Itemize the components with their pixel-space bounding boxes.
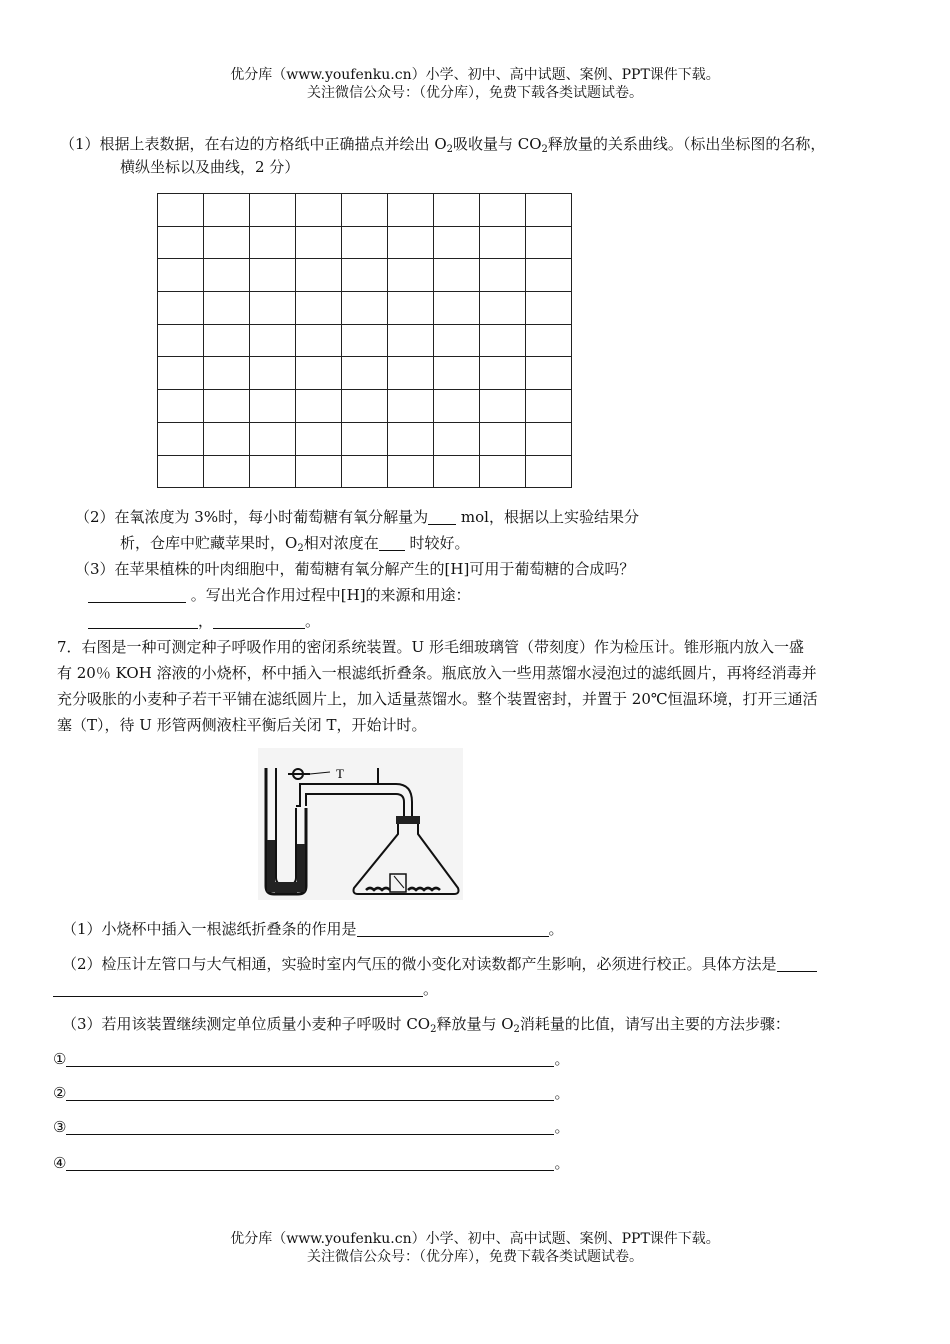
q7-sub2-text: （2）检压计左管口与大气相通，实验时室内气压的微小变化对读数都产生影响，必须进行校正。具体方法是 xyxy=(62,955,777,973)
grid-cell xyxy=(204,390,250,423)
grid-cell xyxy=(388,390,434,423)
grid-cell xyxy=(296,357,342,390)
period: 。 xyxy=(554,1084,570,1102)
grid-cell xyxy=(250,259,296,292)
grid-cell xyxy=(296,292,342,325)
grid-cell xyxy=(296,455,342,488)
grid-cell xyxy=(480,259,526,292)
q7-sub1-text: （1）小烧杯中插入一根滤纸折叠条的作用是 xyxy=(62,920,357,938)
comma: ， xyxy=(198,612,214,630)
grid-cell xyxy=(342,357,388,390)
grid-cell xyxy=(434,390,480,423)
grid-cell xyxy=(158,422,204,455)
period: 。 xyxy=(554,1154,570,1172)
step-marker: ② xyxy=(53,1084,67,1102)
grid-cell xyxy=(342,259,388,292)
subscript: 2 xyxy=(541,144,548,155)
grid-cell xyxy=(434,292,480,325)
grid-cell xyxy=(250,292,296,325)
grid-cell xyxy=(296,324,342,357)
q6-part2-text-d: 相对浓度在 xyxy=(303,534,379,552)
step-line-2 xyxy=(53,1082,569,1104)
subscript: 2 xyxy=(446,144,453,155)
grid-cell xyxy=(434,357,480,390)
grid-cell xyxy=(434,194,480,227)
header-line-2: 关注微信公众号：（优分库），免费下载各类试题试卷。 xyxy=(307,85,643,101)
grid-cell xyxy=(204,259,250,292)
grid-cell xyxy=(480,226,526,259)
grid-cell xyxy=(526,357,572,390)
step-line-3 xyxy=(53,1116,569,1138)
grid-cell xyxy=(204,194,250,227)
answer-blank[interactable] xyxy=(66,1085,554,1101)
q6-part1-line2: 横纵坐标以及曲线，2 分） xyxy=(120,158,300,176)
grid-cell xyxy=(526,390,572,423)
period: 。 xyxy=(548,920,564,938)
q6-part1-text-b: 吸收量与 CO xyxy=(453,135,542,153)
q6-part1-text-a: （1）根据上表数据，在右边的方格纸中正确描点并绘出 O xyxy=(60,135,447,153)
q6-part3-text-b: 。写出光合作用过程中[H]的来源和用途： xyxy=(186,586,471,604)
grid-cell xyxy=(158,226,204,259)
grid-cell xyxy=(388,226,434,259)
grid-cell xyxy=(480,292,526,325)
q6-part3-line2 xyxy=(88,584,471,606)
step-marker: ④ xyxy=(53,1154,67,1172)
grid-cell xyxy=(526,292,572,325)
respiration-apparatus-figure xyxy=(258,748,463,900)
grid-cell xyxy=(342,324,388,357)
grid-cell xyxy=(388,259,434,292)
grid-cell xyxy=(388,324,434,357)
grid-cell xyxy=(526,194,572,227)
q6-part2-text-b: mol，根据以上实验结果分 xyxy=(456,508,639,526)
grid-cell xyxy=(158,324,204,357)
q7-stem-line4: 塞（T），待 U 形管两侧液柱平衡后关闭 T，开始计时。 xyxy=(57,716,427,734)
grid-cell xyxy=(158,455,204,488)
subscript: 2 xyxy=(513,1024,520,1035)
grid-cell xyxy=(480,455,526,488)
grid-cell xyxy=(342,390,388,423)
grid-cell xyxy=(296,259,342,292)
grid-cell xyxy=(342,422,388,455)
grid-cell xyxy=(526,259,572,292)
subscript: 2 xyxy=(297,543,304,554)
grid-cell xyxy=(250,357,296,390)
answer-blank[interactable] xyxy=(379,535,405,551)
q6-part2-text-c: 析，仓库中贮藏苹果时，O xyxy=(120,534,298,552)
flask-stopper xyxy=(396,816,420,824)
grid-cell xyxy=(342,455,388,488)
grid-cell xyxy=(158,194,204,227)
answer-blank[interactable] xyxy=(777,956,817,972)
grid-cell xyxy=(342,292,388,325)
grid-cell xyxy=(204,455,250,488)
q6-part2-line2 xyxy=(120,532,469,560)
grid-cell xyxy=(388,455,434,488)
answer-blank[interactable] xyxy=(66,1155,554,1171)
answer-blank[interactable] xyxy=(428,509,456,525)
q7-sub2-line1 xyxy=(62,953,817,975)
grid-cell xyxy=(480,422,526,455)
grid-cell xyxy=(388,422,434,455)
answer-blank[interactable] xyxy=(213,613,305,629)
grid-cell xyxy=(158,357,204,390)
grid-cell xyxy=(388,194,434,227)
grid-cell xyxy=(342,194,388,227)
grid-cell xyxy=(480,390,526,423)
grid-cell xyxy=(158,259,204,292)
q7-stem-line2: 有 20％ KOH 溶液的小烧杯，杯中插入一根滤纸折叠条。瓶底放入一些用蒸馏水浸泡过的滤纸圆片，再将经消毒并 xyxy=(57,664,817,682)
step-line-1 xyxy=(53,1048,569,1070)
footer-line-2: 关注微信公众号：（优分库），免费下载各类试题试卷。 xyxy=(307,1249,643,1265)
grid-cell xyxy=(296,194,342,227)
q6-part2-line1 xyxy=(75,506,639,528)
step-marker: ① xyxy=(53,1050,67,1068)
q7-stem-line3: 充分吸胀的小麦种子若干平铺在滤纸圆片上，加入适量蒸馏水。整个装置密封，并置于 20℃恒温环境，打开三通活 xyxy=(57,690,818,708)
q6-part1-text-c: 释放量的关系曲线。（标出坐标图的名称， xyxy=(547,135,826,153)
q7-sub3-text-b: 释放量与 O xyxy=(436,1015,514,1033)
q7-sub2-line2 xyxy=(53,978,438,1000)
step-line-4 xyxy=(53,1152,569,1174)
grid-cell xyxy=(250,422,296,455)
grid-cell xyxy=(158,390,204,423)
header-line-1: 优分库（www.youfenku.cn）小学、初中、高中试题、案例、PPT课件下载。 xyxy=(230,67,720,83)
grid-cell xyxy=(388,357,434,390)
grid-cell xyxy=(204,422,250,455)
grid-cell xyxy=(204,324,250,357)
graph-grid xyxy=(157,193,572,488)
period: 。 xyxy=(554,1050,570,1068)
period: 。 xyxy=(423,980,439,998)
grid-cell xyxy=(250,324,296,357)
answer-blank[interactable] xyxy=(53,981,423,997)
grid-cell xyxy=(204,292,250,325)
answer-blank[interactable] xyxy=(357,921,549,937)
grid-cell xyxy=(434,455,480,488)
grid-cell xyxy=(296,422,342,455)
grid-cell xyxy=(250,455,296,488)
q7-sub3-text-c: 消耗量的比值，请写出主要的方法步骤： xyxy=(519,1015,790,1033)
grid-cell xyxy=(480,324,526,357)
answer-blank[interactable] xyxy=(88,587,186,603)
grid-cell xyxy=(526,226,572,259)
stopcock-label: T xyxy=(336,766,344,781)
grid-cell xyxy=(342,226,388,259)
grid-cell xyxy=(250,226,296,259)
q7-sub3-text-a: （3）若用该装置继续测定单位质量小麦种子呼吸时 CO xyxy=(62,1015,431,1033)
grid-cell xyxy=(480,194,526,227)
footer-line-1: 优分库（www.youfenku.cn）小学、初中、高中试题、案例、PPT课件下载。 xyxy=(230,1231,720,1247)
grid-cell xyxy=(204,357,250,390)
grid-cell xyxy=(480,357,526,390)
grid-cell xyxy=(526,455,572,488)
q6-part3-line3 xyxy=(88,610,320,632)
grid-cell xyxy=(250,194,296,227)
grid-cell xyxy=(434,259,480,292)
grid-cell xyxy=(388,292,434,325)
step-marker: ③ xyxy=(53,1118,67,1136)
q6-part3-line1: （3）在苹果植株的叶肉细胞中，葡萄糖有氧分解产生的[H]可用于葡萄糖的合成吗？ xyxy=(75,560,635,578)
period: 。 xyxy=(554,1118,570,1136)
q7-stem-line1: 7．右图是一种可测定种子呼吸作用的密闭系统装置。U 形毛细玻璃管（带刻度）作为检压计。锥形瓶内放入一盛 xyxy=(57,638,804,656)
grid-cell xyxy=(250,390,296,423)
grid-cell xyxy=(296,390,342,423)
grid-cell xyxy=(526,324,572,357)
answer-blank[interactable] xyxy=(66,1051,554,1067)
grid-cell xyxy=(204,226,250,259)
q6-part2-text-e: 时较好。 xyxy=(404,534,470,552)
u-tube-liquid-right xyxy=(297,844,305,892)
answer-blank[interactable] xyxy=(66,1119,554,1135)
subscript: 2 xyxy=(430,1024,437,1035)
q7-sub1 xyxy=(62,918,564,940)
grid-cell xyxy=(434,324,480,357)
period: 。 xyxy=(305,612,321,630)
q7-sub3 xyxy=(62,1013,790,1041)
answer-blank[interactable] xyxy=(88,613,198,629)
grid-cell xyxy=(434,422,480,455)
grid-cell xyxy=(434,226,480,259)
grid-cell xyxy=(526,422,572,455)
grid-cell xyxy=(296,226,342,259)
q6-part2-text-a: （2）在氧浓度为 3%时，每小时葡萄糖有氧分解量为 xyxy=(75,508,429,526)
grid-cell xyxy=(158,292,204,325)
u-tube-liquid-left xyxy=(267,840,275,892)
